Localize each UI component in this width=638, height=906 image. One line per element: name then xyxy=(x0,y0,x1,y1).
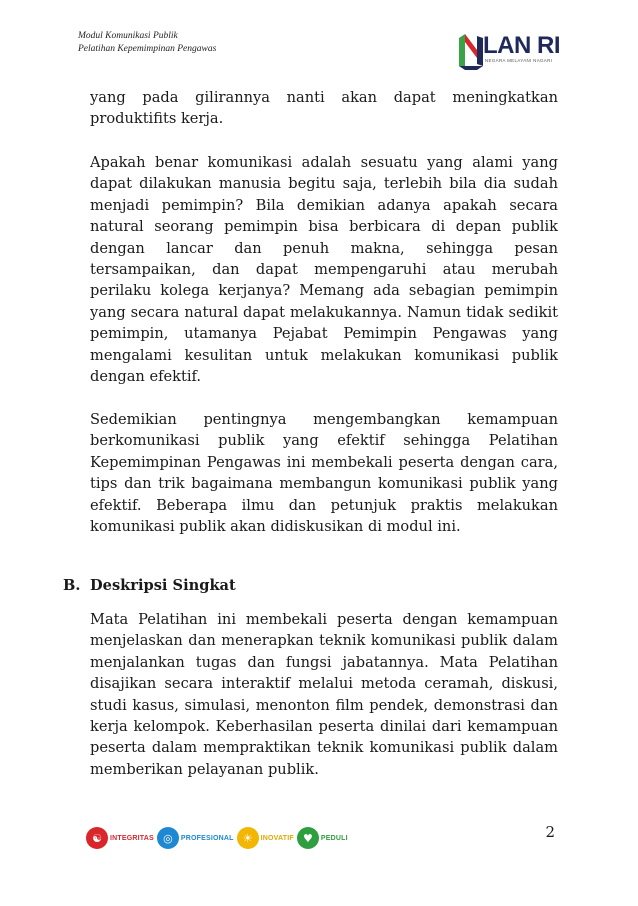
badge-label: PEDULI xyxy=(320,834,348,842)
handshake-icon: ☯ xyxy=(86,827,108,849)
badge-profesional xyxy=(157,825,234,851)
badge-inovatif xyxy=(237,825,294,851)
paragraph-3 xyxy=(90,409,558,537)
badge-label: INTEGRITAS xyxy=(110,834,154,842)
page-number: 2 xyxy=(545,823,555,841)
lan-ri-logo-mark-icon xyxy=(455,30,485,72)
badge-label: INOVATIF xyxy=(260,834,294,842)
target-icon: ◎ xyxy=(157,827,179,849)
badge-label: PROFESIONAL xyxy=(180,834,234,842)
header-module-title: Modul Komunikasi Publik xyxy=(78,31,178,41)
badge-peduli xyxy=(297,825,348,851)
section-heading xyxy=(63,575,236,596)
section-title: Deskripsi Singkat xyxy=(90,577,236,594)
logo-wordmark: LAN RI xyxy=(483,32,560,59)
lightbulb-icon: ☀ xyxy=(237,827,259,849)
paragraph-2 xyxy=(90,152,558,387)
core-values-badges xyxy=(86,823,348,853)
running-header xyxy=(78,30,216,56)
section-body xyxy=(90,609,558,780)
logo-tagline: NEGARA MELAYANI NAGARI xyxy=(485,58,553,63)
badge-integritas xyxy=(86,825,154,851)
section-letter: B. xyxy=(63,577,81,594)
heart-icon: ♥ xyxy=(297,827,319,849)
paragraph-text: yang pada gilirannya nanti akan dapat meningkatkan produktifits kerja. xyxy=(90,89,558,128)
paragraph-text: Mata Pelatihan ini membekali peserta dengan kemampuan menjelaskan dan menerapkan teknik komunikasi publik dalam menjalankan tugas dan fungsi jabatannya. Mata Pelatihan disajikan secara interaktif melalui metoda ceramah, diskusi, studi kasus, simulasi, menonton film pendek, demonstrasi dan kerja kelompok. Keberhasilan peserta dinilai dari kemampuan peserta dalam mempraktikan teknik komunikasi publik dalam memberikan pelayanan publik. xyxy=(90,611,558,778)
paragraph-text: Sedemikian pentingnya mengembangkan kemampuan berkomunikasi publik yang efektif sehingga Pelatihan Kepemimpinan Pengawas ini membekali peserta dengan cara, tips dan trik bagaimana membangun komunikasi publik yang efektif. Beberapa ilmu dan petunjuk praktis melakukan komunikasi publik akan didiskusikan di modul ini. xyxy=(90,411,558,536)
paragraph-text: Apakah benar komunikasi adalah sesuatu yang alami yang dapat dilakukan manusia begitu saja, terlebih bila dia sudah menjadi pemimpin? Bila demikian adanya apakah secara natural seorang pemimpin bisa berbicara di depan publik dengan lancar dan penuh makna, sehingga pesan tersampaikan, dan dapat mempengaruhi atau merubah perilaku kolega kerjanya? Memang ada sebagian pemimpin yang secara natural dapat melakukannya. Namun tidak sedikit pemimpin, utamanya Pejabat Pemimpin Pengawas yang mengalami kesulitan untuk melakukan komunikasi publik dengan efektif. xyxy=(90,154,558,386)
paragraph-1 xyxy=(90,87,558,130)
header-training-title: Pelatihan Kepemimpinan Pengawas xyxy=(78,44,217,54)
lan-ri-logo xyxy=(455,30,565,72)
